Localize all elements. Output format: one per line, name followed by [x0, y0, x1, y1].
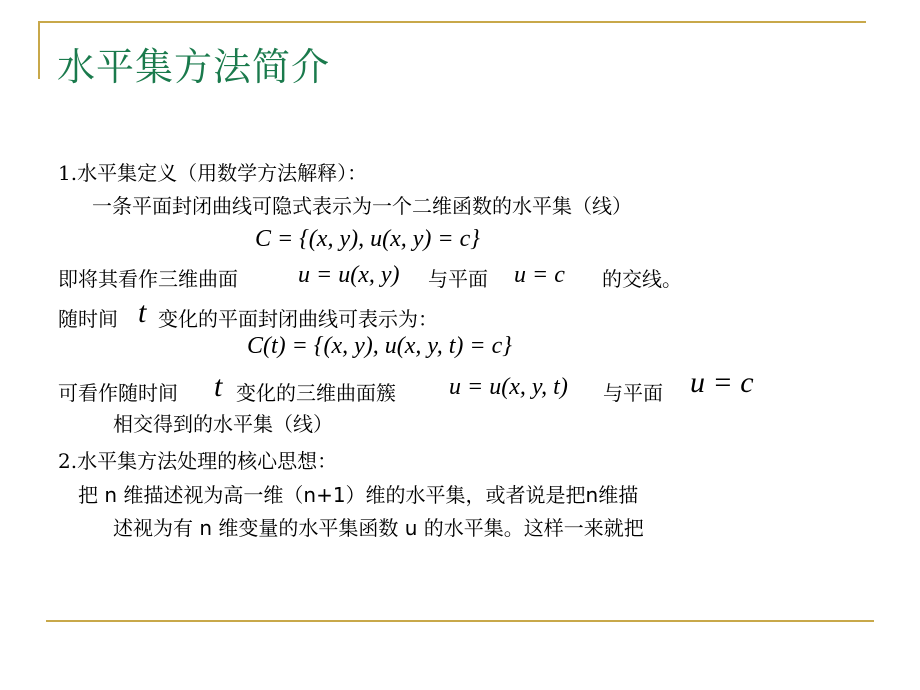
definition-text: 一条平面封闭曲线可隐式表示为一个二维函数的水平集（线） [92, 194, 632, 218]
core-idea-line-1: 把 n 维描述视为高一维（n+1）维的水平集，或者说是把n维描 [78, 483, 639, 507]
time-text-b: 变化的平面封闭曲线可表示为： [158, 307, 438, 331]
time-text-a: 随时间 [58, 307, 118, 331]
time-symbol: t [138, 296, 147, 329]
equation-curve: C = {(x, y), u(x, y) = c} [255, 226, 480, 252]
bottom-divider [46, 620, 874, 622]
family-text-b: 变化的三维曲面簇 [236, 381, 396, 405]
surface-equation: u = u(x, y) [298, 262, 400, 288]
surface-text-b: 与平面 [428, 267, 488, 291]
definition-heading: 1.水平集定义（用数学方法解释）： [58, 161, 368, 185]
surface-text-c: 的交线。 [602, 267, 682, 291]
family-text-a: 可看作随时间 [58, 381, 178, 405]
equation-curve-time: C(t) = {(x, y), u(x, y, t) = c} [247, 333, 512, 359]
time-symbol-2: t [214, 370, 223, 403]
top-divider [38, 21, 866, 23]
family-text-c: 与平面 [603, 381, 663, 405]
left-divider [38, 21, 40, 79]
core-idea-heading: 2.水平集方法处理的核心思想： [58, 449, 338, 473]
surface-text-a: 即将其看作三维曲面 [58, 267, 238, 291]
plane-equation-2: u = c [690, 366, 754, 399]
family-text-d: 相交得到的水平集（线） [113, 412, 333, 436]
core-idea-line-2: 述视为有 n 维变量的水平集函数 u 的水平集。这样一来就把 [113, 516, 644, 540]
plane-equation: u = c [514, 262, 565, 288]
slide-title: 水平集方法简介 [57, 45, 331, 89]
family-equation: u = u(x, y, t) [449, 374, 568, 400]
